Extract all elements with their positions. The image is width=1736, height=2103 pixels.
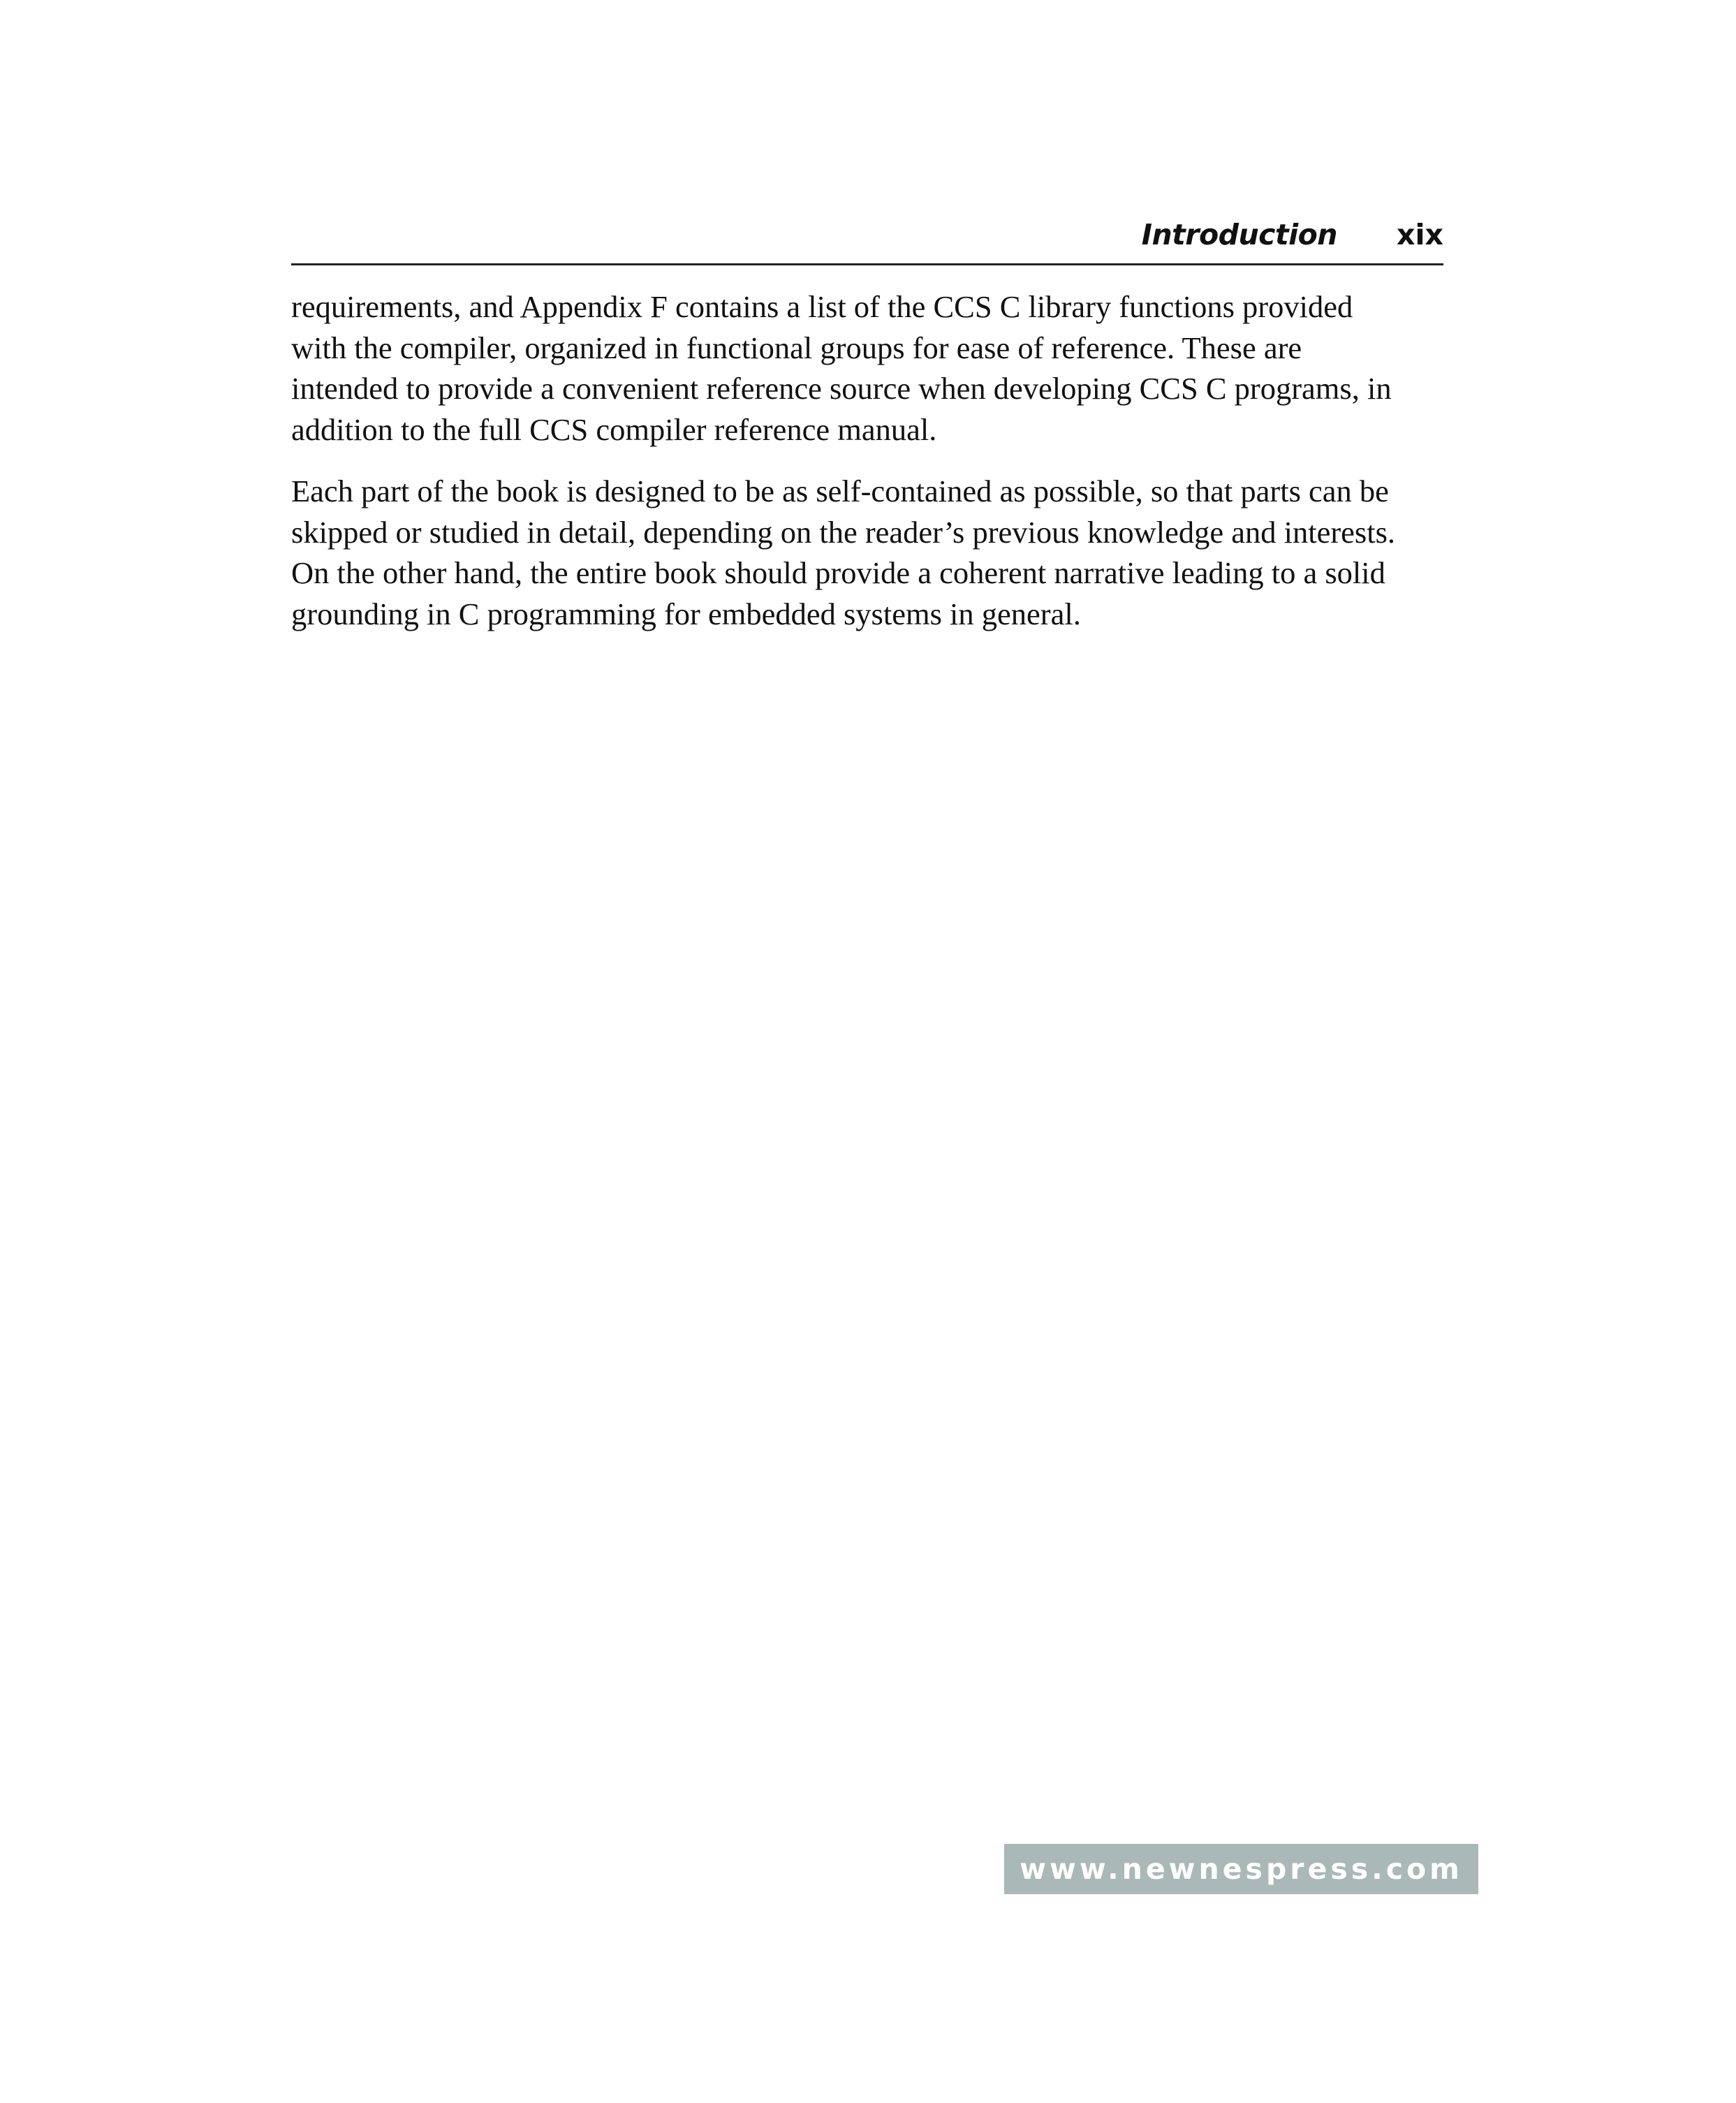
- running-head: [291, 210, 1443, 265]
- paragraph-line: requirements, and Appendix F contains a list of the CCS C library functions provided: [291, 289, 1353, 324]
- body-text: [291, 286, 1464, 655]
- paragraph-line: addition to the full CCS compiler reference manual.: [291, 411, 937, 447]
- paragraph-line: skipped or studied in detail, depending on the reader’s previous knowledge and interests.: [291, 514, 1396, 550]
- page-number: xix: [1397, 218, 1443, 251]
- paragraph-line: On the other hand, the entire book should provide a coherent narrative leading to a solid: [291, 555, 1385, 590]
- paragraph-line: grounding in C programming for embedded systems in general.: [291, 596, 1081, 631]
- paragraph-2: [291, 471, 1464, 634]
- paragraph-1: [291, 286, 1464, 450]
- publisher-url-banner: www.newnespress.com: [1004, 1844, 1478, 1894]
- section-title: Introduction: [1141, 218, 1337, 251]
- paragraph-line: intended to provide a convenient reference source when developing CCS C programs, in: [291, 371, 1392, 406]
- paragraph-line: with the compiler, organized in functional groups for ease of reference. These are: [291, 330, 1302, 365]
- paragraph-line: Each part of the book is designed to be as self-contained as possible, so that parts can be: [291, 474, 1389, 508]
